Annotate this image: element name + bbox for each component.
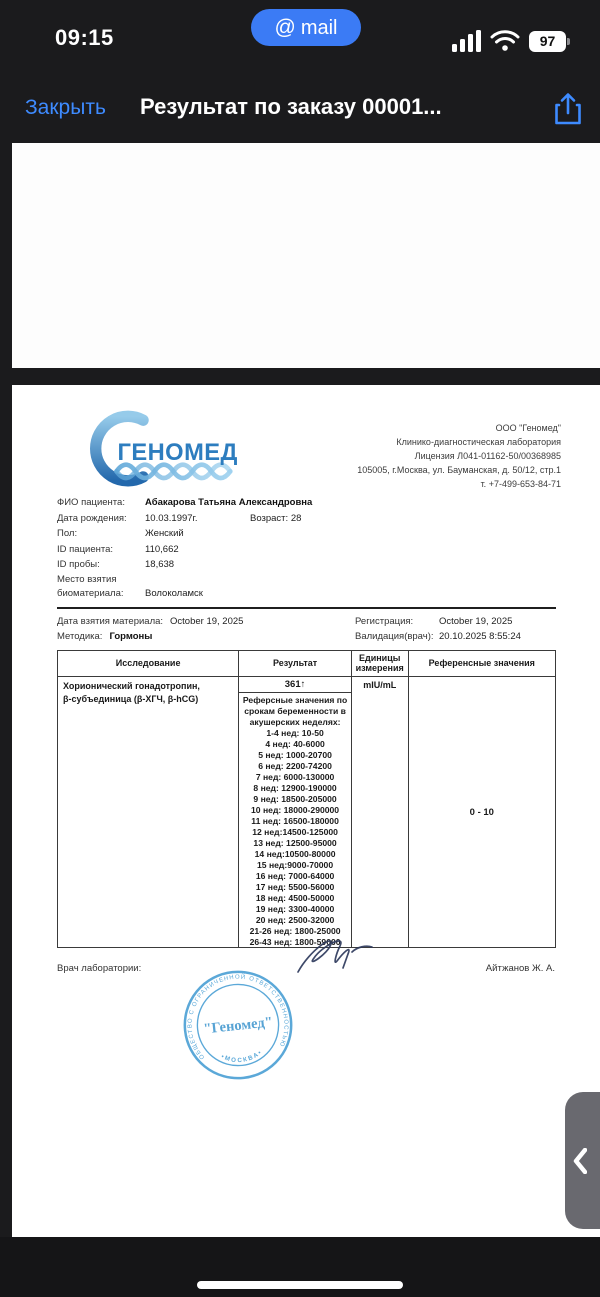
stamp-ring-text: ОБЩЕСТВО С ОГРАНИЧЕННОЙ ОТВЕТСТВЕННОСТЬЮ [187, 974, 289, 1060]
reference-week-line: 14 нед:10500-80000 [254, 849, 336, 859]
close-button[interactable]: Закрыть [25, 96, 106, 119]
company-info-line: 105005, г.Москва, ул. Бауманская, д. 50/12, стр.1 [357, 465, 561, 475]
status-icons [452, 30, 566, 52]
table-header-row [58, 651, 555, 677]
info-label: Методика: [57, 631, 103, 642]
info-row [355, 614, 521, 629]
reference-week-line: 4 нед: 40-6000 [265, 739, 325, 749]
battery-percent: 97 [539, 33, 556, 49]
info-value: Абакарова Татьяна Александровна [145, 497, 313, 508]
info-row [57, 557, 377, 573]
info-label: Дата рождения: [57, 512, 127, 524]
reference-week-line: 9 нед: 18500-205000 [253, 794, 337, 804]
result-note-line: акушерских неделях: [249, 717, 341, 727]
test-name-line: Хорионический гонадотропин, [63, 681, 200, 691]
result-note-line: срокам беременности в [244, 706, 346, 716]
doctor-name: Айтжанов Ж. А. [485, 963, 555, 974]
reference-week-line: 6 нед: 2200-74200 [258, 761, 332, 771]
share-button[interactable] [553, 92, 583, 126]
battery-nub [567, 38, 570, 45]
meta-right [355, 614, 521, 644]
info-label: ID пробы: [57, 559, 100, 570]
clock: 09:15 [55, 25, 114, 50]
stamp-center-text: "Геномед" [202, 1014, 274, 1038]
chevron-left-icon [573, 1148, 587, 1174]
reference-week-line: 1-4 нед: 10-50 [266, 728, 324, 738]
home-indicator[interactable] [197, 1281, 403, 1289]
reference-by-week-list [239, 728, 351, 948]
meta-left [57, 614, 243, 644]
info-value: 20.10.2025 8:55:24 [439, 631, 521, 642]
info-label: Дата взятия материала: [57, 616, 164, 627]
table-row [58, 677, 555, 947]
info-label: Пол: [57, 528, 78, 539]
battery-icon [529, 31, 566, 52]
genomed-logo [86, 405, 238, 495]
signal-strength-icon [452, 30, 481, 52]
reference-week-line: 8 нед: 12900-190000 [253, 783, 337, 793]
pdf-page-previous[interactable] [12, 143, 600, 368]
info-row [57, 586, 377, 602]
col-header-test: Исследование [58, 651, 239, 676]
info-row [57, 526, 377, 542]
info-row [57, 495, 377, 511]
reference-week-line: 17 нед: 5500-56000 [255, 882, 335, 892]
reference-week-line: 20 нед: 2500-32000 [255, 915, 335, 925]
stamp-city-text: • М О С К В А • [219, 1049, 263, 1065]
cell-test-name [58, 677, 239, 947]
info-value: 10.03.1997г. [145, 512, 198, 524]
reference-week-line: 26-43 нед: 1800-59000 [249, 937, 341, 947]
biomaterial-place [57, 573, 377, 602]
wifi-icon [490, 30, 520, 52]
col-header-units: Единицы измерения [352, 651, 409, 676]
info-value: October 19, 2025 [439, 616, 513, 627]
reference-week-line: 5 нед: 1000-20700 [258, 750, 332, 760]
info-row [57, 629, 243, 644]
reference-week-line: 13 нед: 12500-95000 [253, 838, 337, 848]
bottom-bar [0, 1237, 600, 1297]
mail-app-badge[interactable] [251, 9, 361, 46]
results-table [57, 650, 556, 948]
place-label-line1: Место взятия [57, 574, 117, 585]
info-label: ФИО пациента: [57, 497, 125, 508]
company-stamp [174, 961, 301, 1088]
reference-week-line: 16 нед: 7000-64000 [255, 871, 335, 881]
info-value: 110,662 [145, 543, 179, 555]
reference-week-line: 11 нед: 16500-180000 [251, 816, 339, 826]
company-info-line: т. +7-499-653-84-71 [480, 479, 561, 489]
logo-wordmark: ГЕНОМЕД [117, 439, 238, 466]
status-bar [0, 0, 600, 80]
col-header-result: Результат [239, 651, 352, 676]
cell-reference-range: 0 - 10 [469, 806, 494, 818]
reference-week-line: 15 нед:9000-70000 [257, 860, 334, 870]
reference-week-line: 21-26 нед: 1800-25000 [249, 926, 341, 936]
patient-info [57, 495, 377, 573]
company-info-line: ООО "Геномед" [495, 423, 561, 433]
info-row [355, 629, 521, 644]
info-value: 18,638 [145, 559, 175, 570]
company-info [357, 421, 561, 491]
section-divider [57, 607, 556, 609]
reference-week-line: 12 нед:14500-125000 [252, 827, 338, 837]
doctor-label: Врач лаборатории: [57, 963, 142, 974]
test-name-line: β-субъединица (β-ХГЧ, β-hCG) [63, 694, 199, 704]
reference-week-line: 7 нед: 6000-130000 [255, 772, 335, 782]
info-label: биоматериала: [57, 588, 124, 599]
at-icon: @ [274, 16, 296, 39]
info-label: Валидация(врач): [355, 631, 434, 642]
info-value: Гормоны [109, 631, 153, 642]
info-value: October 19, 2025 [170, 616, 244, 627]
info-value: Волоколамск [145, 588, 203, 599]
info-value: Женский [145, 528, 184, 539]
place-row [57, 586, 377, 602]
page-nav-handle[interactable] [565, 1092, 600, 1229]
reference-week-line: 19 нед: 3300-40000 [255, 904, 335, 914]
info-row [57, 542, 377, 558]
result-note [239, 693, 351, 728]
cell-result [239, 677, 352, 947]
share-icon [553, 92, 583, 126]
mail-badge-label: mail [300, 16, 338, 39]
cell-units: mIU/mL [352, 677, 409, 947]
reference-week-line: 10 нед: 18000-290000 [251, 805, 340, 815]
signature-icon [290, 930, 385, 995]
info-extra: Возраст: 28 [250, 512, 302, 524]
page-title: Результат по заказу 00001... [140, 94, 442, 119]
info-row [57, 511, 377, 527]
result-note-line: Реферсные значения по [242, 695, 348, 705]
info-row [57, 614, 243, 629]
pdf-page-result[interactable] [12, 385, 600, 1237]
col-header-reference: Референсные значения [428, 657, 535, 668]
reference-week-line: 18 нед: 4500-50000 [255, 893, 335, 903]
info-label: Регистрация: [355, 616, 414, 627]
result-value: 361↑ [239, 677, 351, 693]
nav-bar [0, 80, 600, 143]
company-info-line: Клинико-диагностическая лаборатория [396, 437, 561, 447]
company-info-line: Лицензия Л041-01162-50/00368985 [414, 451, 561, 461]
info-label: ID пациента: [57, 543, 114, 555]
